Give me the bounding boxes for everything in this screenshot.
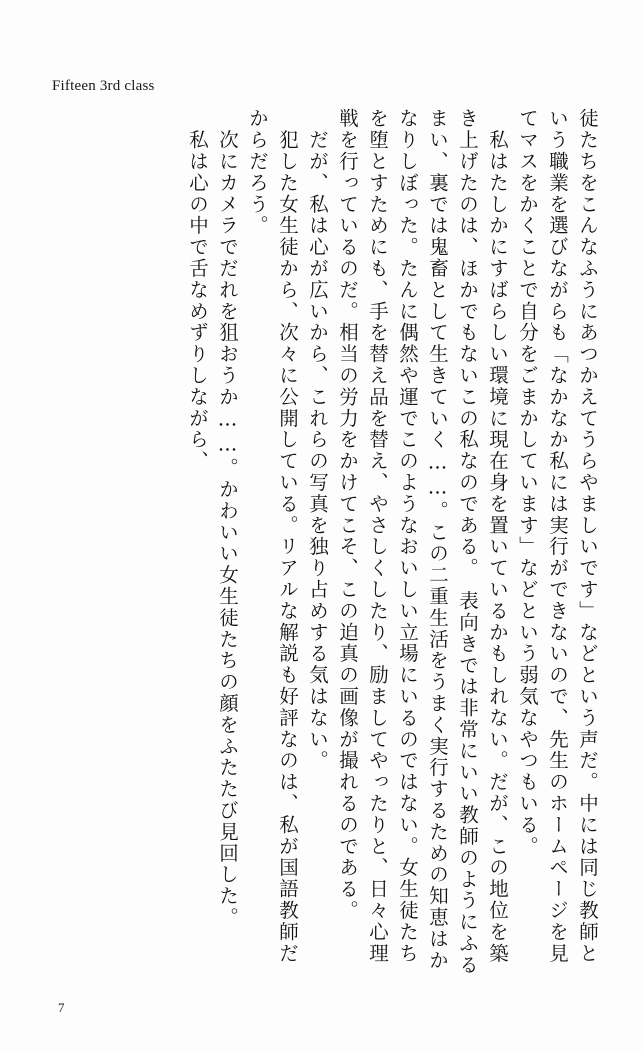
text-column: てマスをかくことで自分をごまかしています」などという弱気なやつもいる。 bbox=[516, 108, 539, 857]
running-header: Fifteen 3rd class bbox=[52, 78, 155, 94]
text-column: まい、裏では鬼畜として生きていく……。この二重生活をうまく実行するための知恵はか bbox=[426, 108, 449, 971]
text-column: 私はたしかにすばらしい環境に現在身を置いているかもしれない。だが、この地位を築 bbox=[486, 108, 509, 964]
text-column: 戦を行っているのだ。相当の労力をかけてこそ、この迫真の画像が撮れるのである。 bbox=[336, 108, 359, 922]
text-column: 私は心の中で舌なめずりしながら、 bbox=[186, 108, 209, 472]
text-column: き上げたのは、ほかでもないこの私なのである。 表向きでは非常にいい教師のようにふる bbox=[456, 108, 479, 976]
text-column: 犯した女生徒から、次々に公開している。リアルな解説も好評なのは、私が国語教師だ bbox=[276, 108, 299, 964]
text-column: 次にカメラでだれを狙おうか……。かわいい女生徒たちの顔をふたたび見回した。 bbox=[216, 108, 239, 929]
text-column: いう職業を選びながらも「なかなか私には実行ができないので、先生のホームページを見 bbox=[546, 108, 569, 964]
text-column: なりしぼった。たんに偶然や運でこのようなおいしい立場にいるのではない。女生徒たち bbox=[396, 108, 419, 964]
body-text-columns bbox=[110, 108, 599, 976]
text-column: 徒たちをこんなふうにあつかえてうらやましいです」などという声だ。中には同じ教師と bbox=[576, 108, 599, 964]
page-number: 7 bbox=[58, 1000, 65, 1015]
text-column: を堕とすためにも、手を替え品を替え、やさしくしたり、励ましてやったりと、日々心理 bbox=[366, 108, 389, 964]
text-column: からだろう。 bbox=[246, 108, 269, 237]
text-column: だが、私は心が広いから、これらの写真を独り占めする気はない。 bbox=[306, 108, 329, 772]
